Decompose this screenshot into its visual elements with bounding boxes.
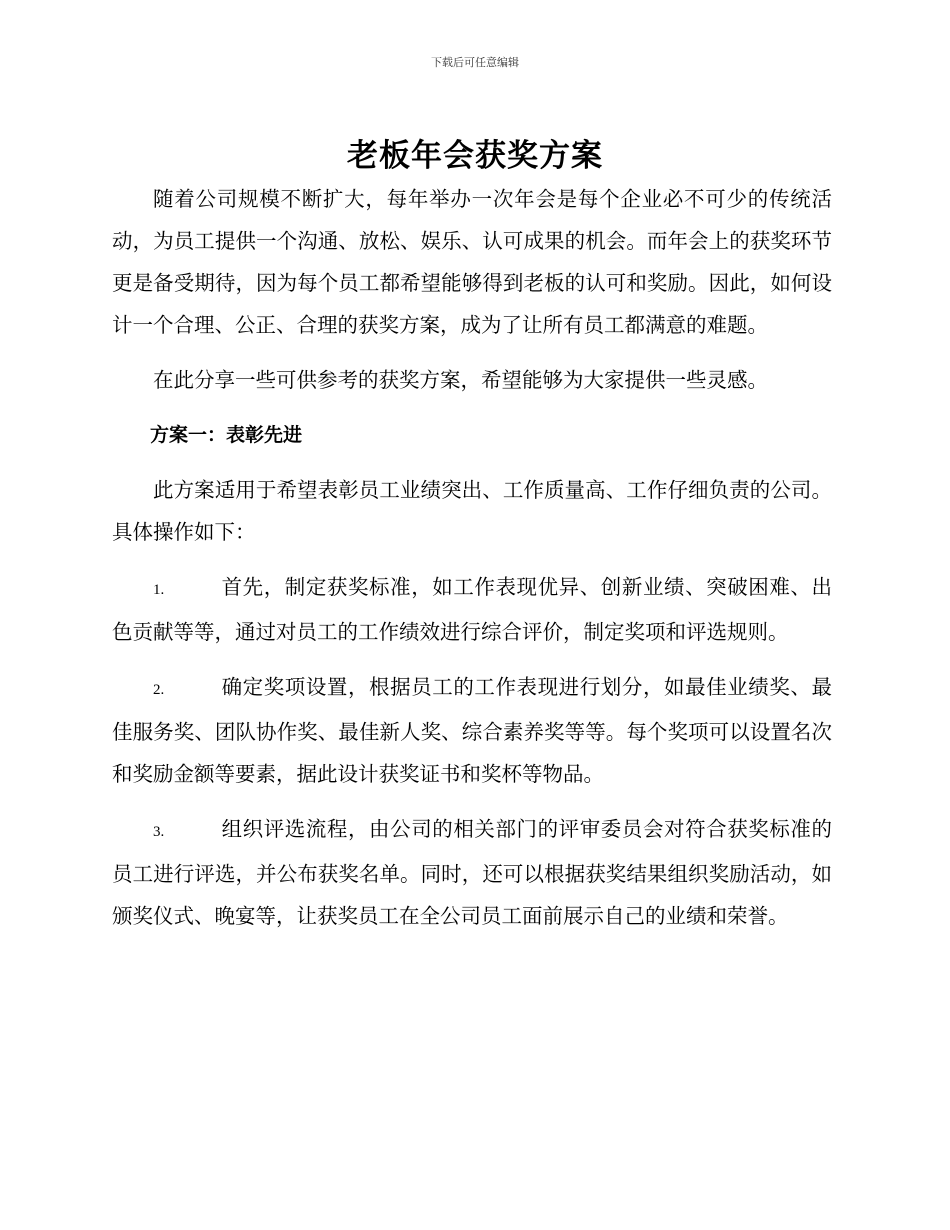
- list-item-text: 确定奖项设置，根据员工的工作表现进行划分，如最佳业绩奖、最佳服务奖、团队协作奖、最佳新人奖、综合素养奖等等。每个奖项可以设置名次和奖励金额等要素，据此设计获奖证书和奖杯等物品。: [112, 675, 832, 786]
- share-paragraph: 在此分享一些可供参考的获奖方案，希望能够为大家提供一些灵感。: [153, 368, 768, 392]
- document-title: 老板年会获奖方案: [347, 138, 603, 174]
- section-intro-paragraph: 此方案适用于希望表彰员工业绩突出、工作质量高、工作仔细负责的公司。具体操作如下：: [112, 478, 832, 544]
- list-item-2: [112, 666, 832, 795]
- list-number: 1.: [153, 582, 165, 598]
- document-body: [112, 178, 832, 950]
- list-number: 3.: [153, 824, 165, 840]
- section-heading: 方案一：表彰先进: [150, 424, 303, 446]
- list-item-text: 组织评选流程，由公司的相关部门的评审委员会对符合获奖标准的员工进行评选，并公布获奖名单。同时，还可以根据获奖结果组织奖励活动，如颁奖仪式、晚宴等，让获奖员工在全公司员工面前展示自己的业绩和荣誉。: [112, 817, 832, 928]
- list-item-text: 首先，制定获奖标准，如工作表现优异、创新业绩、突破困难、出色贡献等等，通过对员工的工作绩效进行综合评价，制定奖项和评选规则。: [112, 575, 832, 644]
- list-number: 2.: [153, 682, 165, 698]
- list-item-1: [112, 566, 832, 653]
- list-item-3: [112, 808, 832, 937]
- intro-paragraph: 随着公司规模不断扩大，每年举办一次年会是每个企业必不可少的传统活动，为员工提供一个沟通、放松、娱乐、认可成果的机会。而年会上的获奖环节更是备受期待，因为每个员工都希望能够得到老板的认可和奖励。因此，如何设计一个合理、公正、合理的获奖方案，成为了让所有员工都满意的难题。: [112, 187, 832, 337]
- header-note: 下载后可任意编辑: [431, 56, 519, 69]
